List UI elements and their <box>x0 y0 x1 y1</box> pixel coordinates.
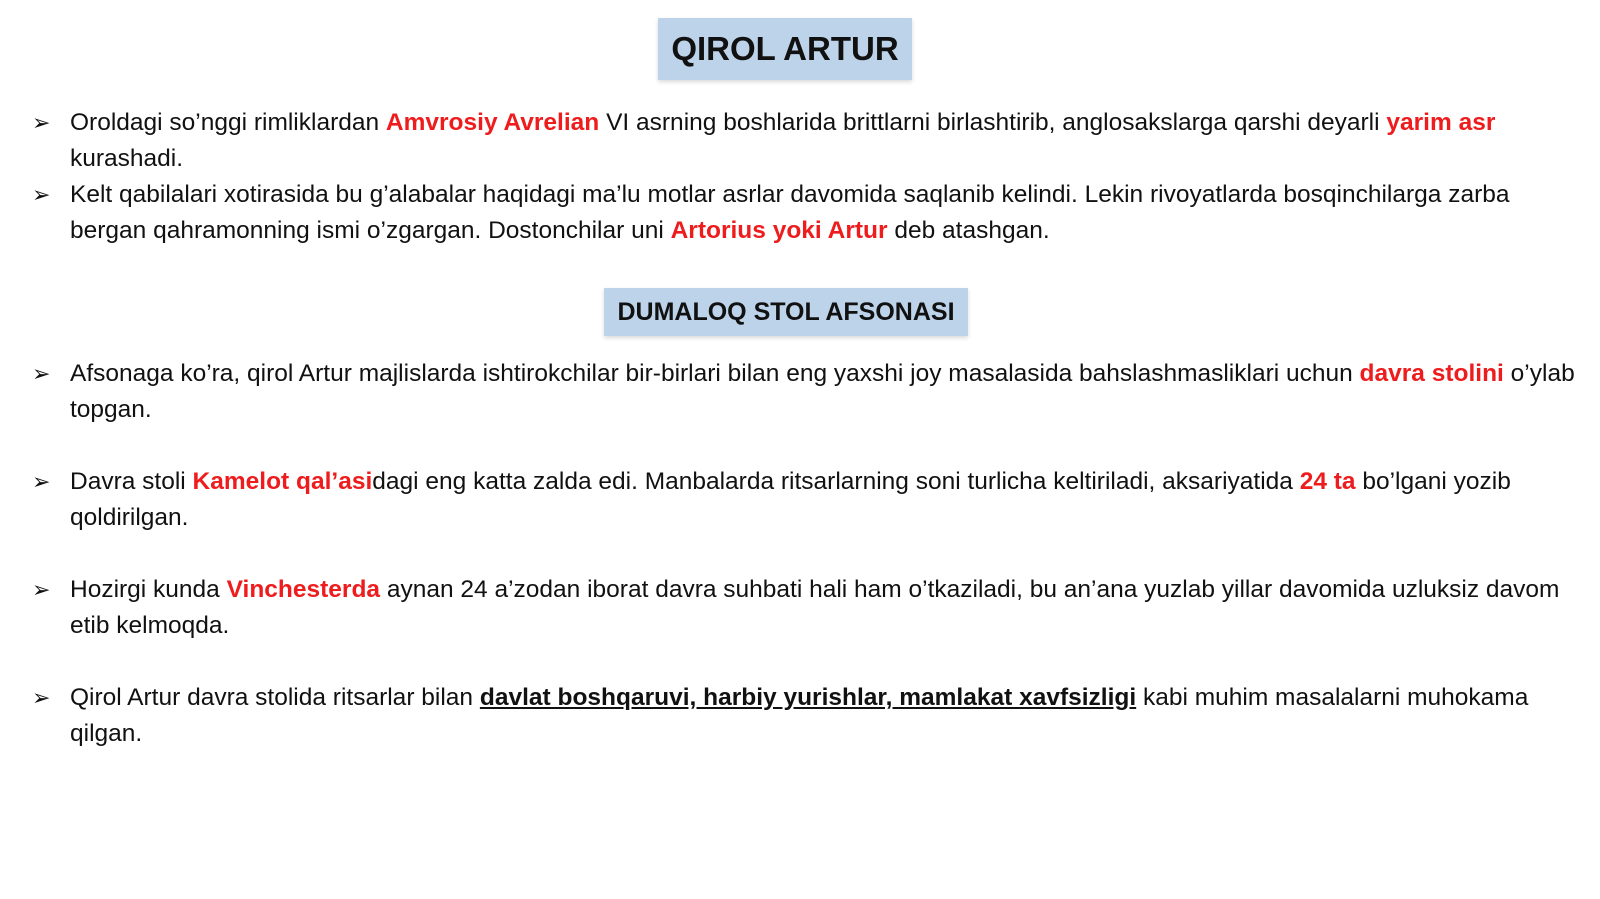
section-subtitle: DUMALOQ STOL AFSONASI <box>604 288 968 336</box>
bullet-item-1 <box>30 105 1575 177</box>
underlined-emphasis-text: davlat boshqaruvi, harbiy yurishlar, mamlakat xavfsizligi <box>479 684 1137 711</box>
highlight-text: 24 ta <box>1299 468 1356 495</box>
bullet-text-2 <box>70 177 1575 249</box>
arrow-bullet-icon: ➢ <box>32 182 51 207</box>
bullet-item-5 <box>30 572 1575 644</box>
bullet-item-2 <box>30 177 1575 249</box>
arrow-bullet-icon: ➢ <box>32 469 51 494</box>
highlight-text: Artorius yoki Artur <box>670 217 888 244</box>
bullet-text-part: Oroldagi so’nggi rimliklardan <box>70 109 386 136</box>
bullet-text-part: o’ylab topgan. <box>70 360 1575 423</box>
highlight-text: Kamelot qal’asi <box>192 468 373 495</box>
bullet-text-part: aynan 24 a’zodan iborat davra suhbati hali ham o’tkaziladi, bu an’ana yuzlab yillar davomida uzluksiz davom etib kelmoqda. <box>70 576 1560 639</box>
arrow-bullet-icon: ➢ <box>32 361 51 386</box>
bullet-text-part: Davra stoli <box>70 468 193 495</box>
highlight-text: yarim asr <box>1386 109 1496 136</box>
arrow-bullet-icon: ➢ <box>32 685 51 710</box>
bullet-text-6 <box>70 680 1575 752</box>
bullet-text-part: VI asrning boshlarida brittlarni birlashtirib, anglosakslarga qarshi deyarli <box>599 109 1387 136</box>
bullet-text-part: Afsonaga ko’ra, qirol Artur majlislarda ishtirokchilar bir-birlari bilan eng yaxshi joy masalasida bahslashmasliklari uchun <box>70 360 1360 387</box>
bullet-item-6 <box>30 680 1575 752</box>
bullet-text-part: Hozirgi kunda <box>70 576 227 603</box>
highlight-text: Amvrosiy Avrelian <box>385 109 600 136</box>
highlight-text: Vinchesterda <box>226 576 381 603</box>
bullet-item-3 <box>30 356 1575 428</box>
slide-title: QIROL ARTUR <box>658 18 912 80</box>
bullet-text-part: deb atashgan. <box>887 217 1050 244</box>
bullet-text-part: kurashadi. <box>70 145 184 172</box>
bullet-text-part: dagi eng katta zalda edi. Manbalarda ritsarlarning soni turlicha keltiriladi, aksariyatida <box>372 468 1300 495</box>
highlight-text: davra stolini <box>1359 360 1504 387</box>
bullet-text-1 <box>70 105 1575 177</box>
bullet-text-part: Qirol Artur davra stolida ritsarlar bilan <box>70 684 480 711</box>
bullet-text-part: kabi muhim masalalarni muhokama qilgan. <box>70 684 1529 747</box>
bullet-text-3 <box>70 356 1575 428</box>
arrow-bullet-icon: ➢ <box>32 577 51 602</box>
arrow-bullet-icon: ➢ <box>32 110 51 135</box>
bullet-text-4 <box>70 464 1575 536</box>
bullet-text-part: Kelt qabilalari xotirasida bu g’alabalar haqidagi ma’lu motlar asrlar davomida saqlanib kelindi. Lekin rivoyatlarda bosqinchilarga zarba bergan qahramonning ismi o’zgargan. Dostonchilar uni <box>70 181 1510 244</box>
bullet-text-5 <box>70 572 1575 644</box>
bullet-text-part: bo’lgani yozib qoldirilgan. <box>70 468 1511 531</box>
bullet-item-4 <box>30 464 1575 536</box>
